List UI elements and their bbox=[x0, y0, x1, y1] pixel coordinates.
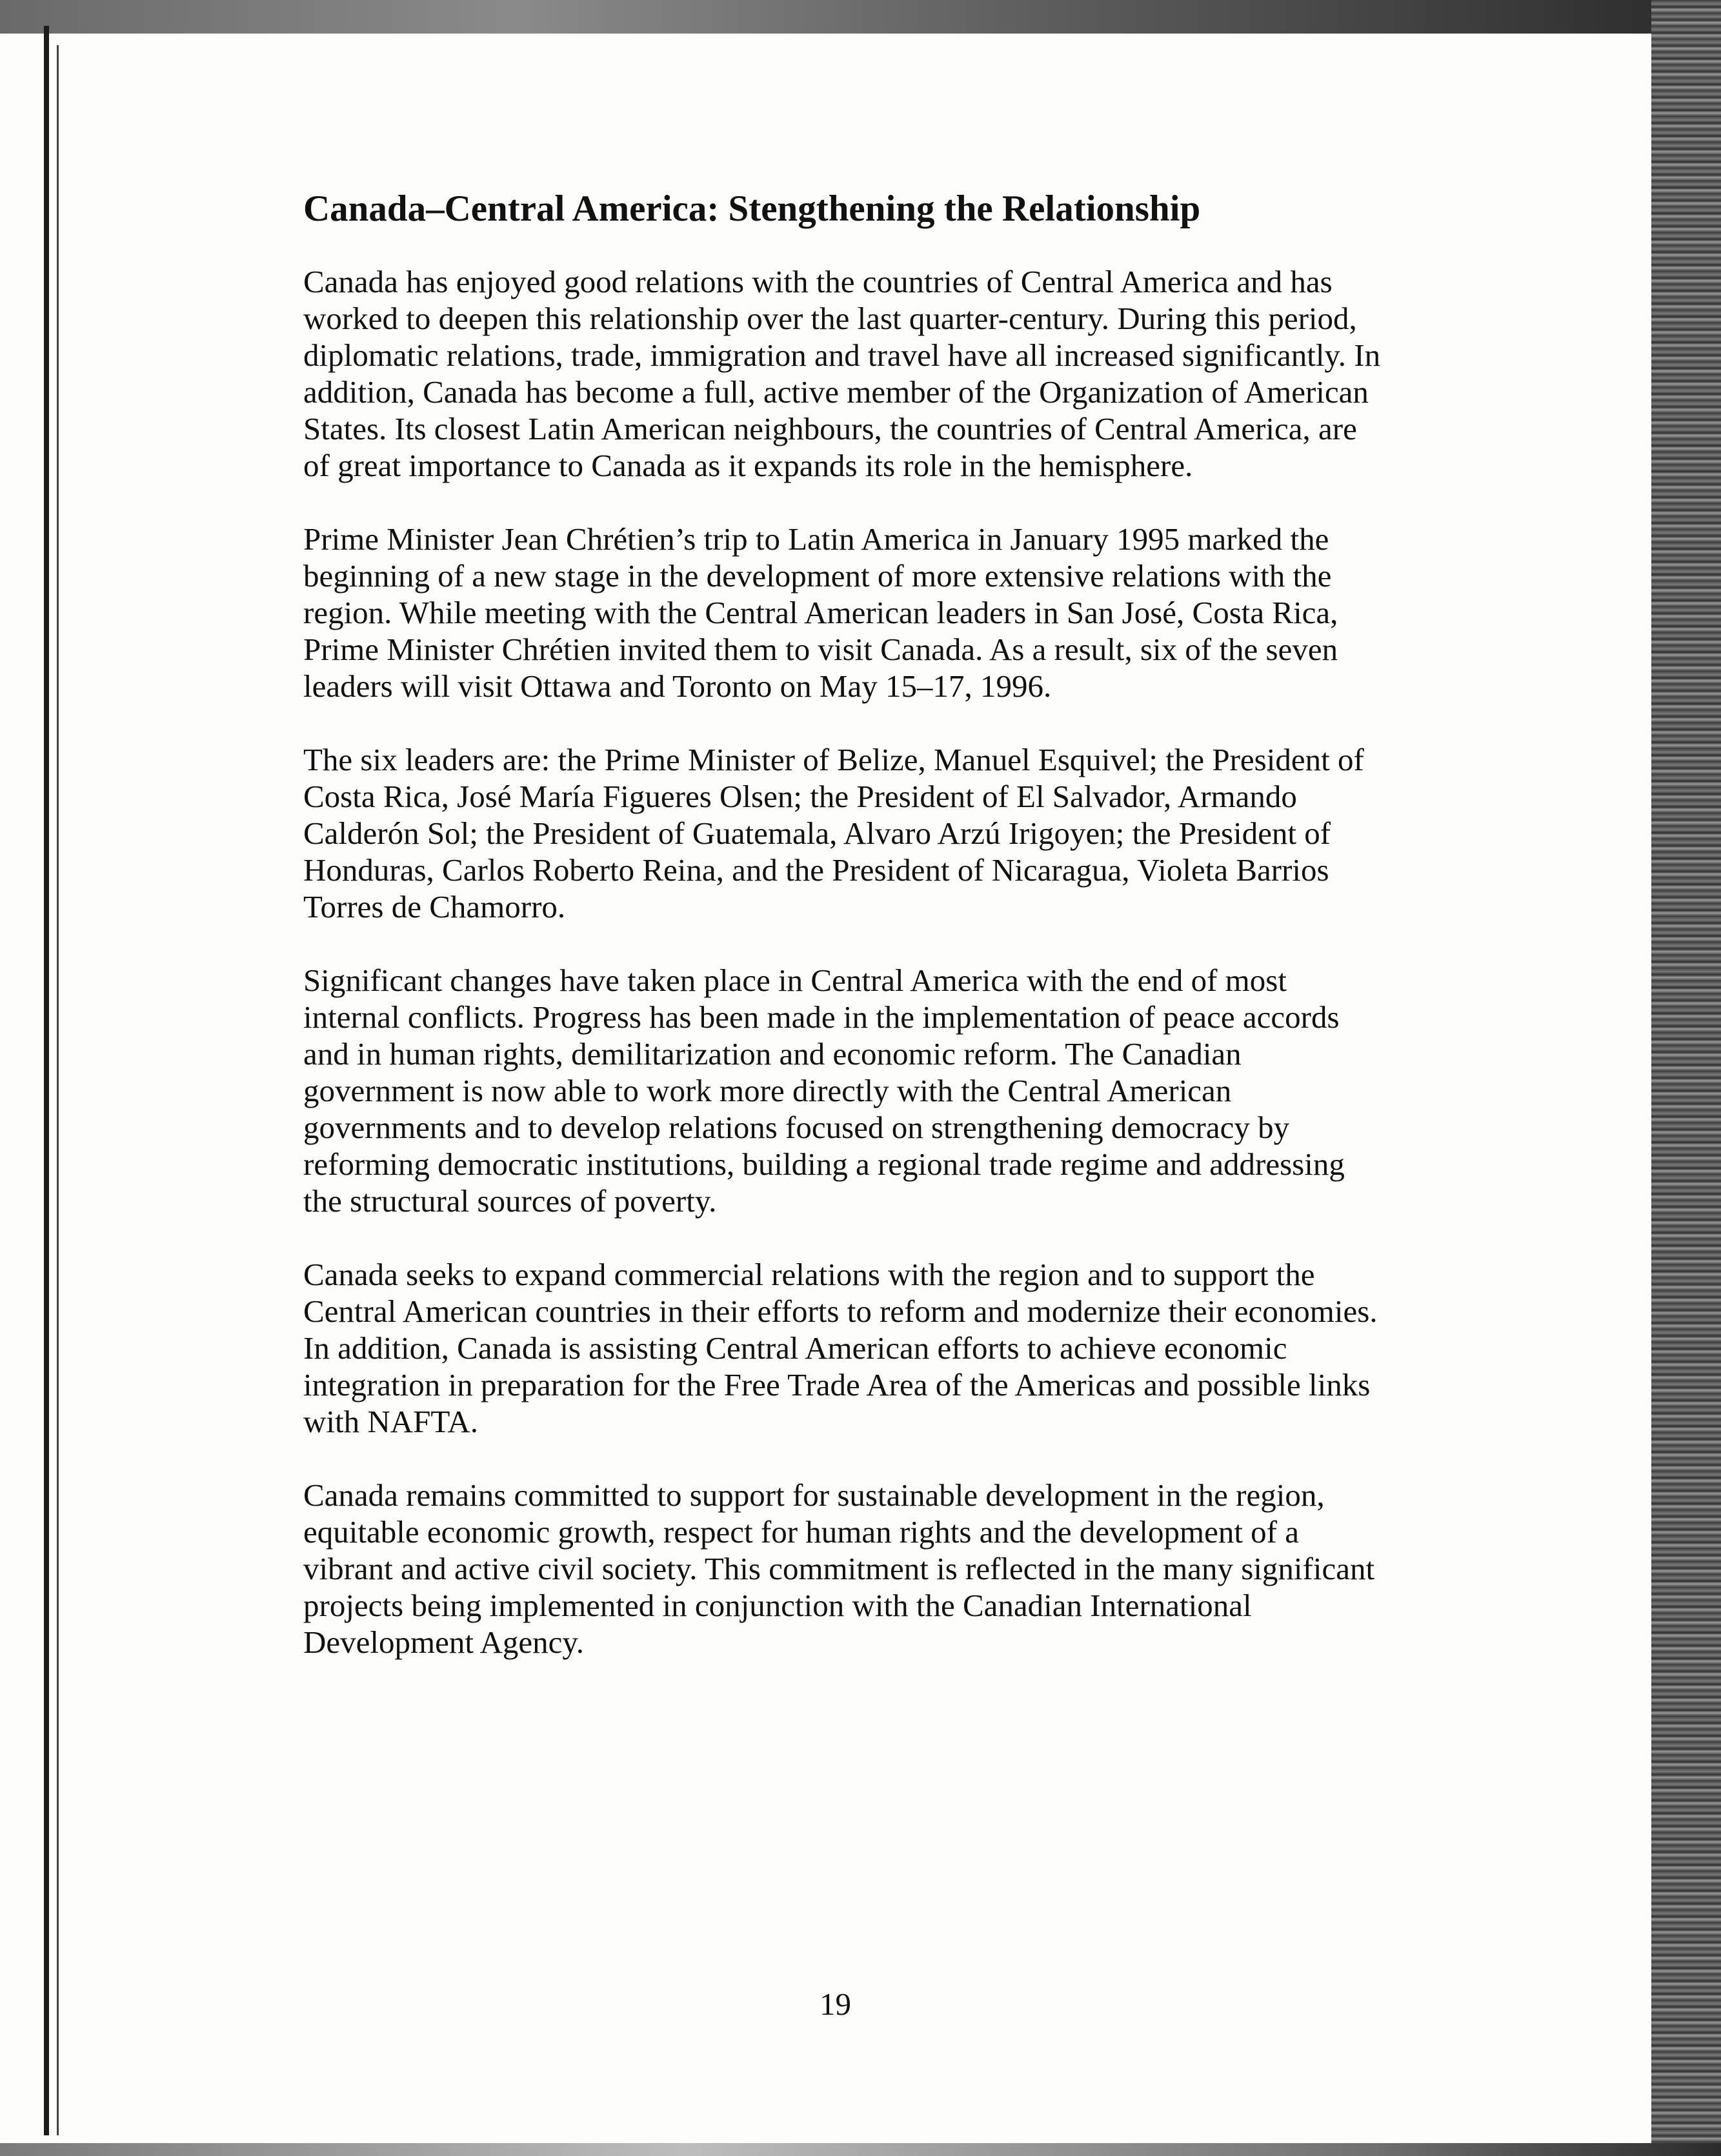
paragraph-prime-minister-trip: Prime Minister Jean Chrétien’s trip to Latin America in January 1995 marked the beginning of a new stage in the development of more extensive relations with the region. While meeting with the Central American leaders in San José, Costa Rica, Prime Minister Chrétien invited them to visit Canada. As a result, six of the seven leaders will visit Ottawa and Toronto on May 15–17, 1996. bbox=[303, 521, 1338, 704]
paragraph-sustainable-development: Canada remains committed to support for sustainable development in the region, equitable economic growth, respect for human rights and the development of a vibrant and active civil society. This commitment is reflected in the many significant projects being implemented in conjunction with the Canadian International Development Agency. bbox=[303, 1477, 1375, 1661]
scan-border-top bbox=[0, 0, 1721, 34]
document-title: Canada–Central America: Stengthening the Relationship bbox=[303, 188, 1201, 229]
paragraph-significant-changes: Significant changes have taken place in Central America with the end of most internal conflicts. Progress has been made in the implementation of peace accords and in human rights, demilitarization and economic reform. The Canadian government is now able to work more directly with the Central American governments and to develop relations focused on strengthening democracy by reforming democratic institutions, building a regional trade regime and addressing the structural sources of poverty. bbox=[303, 963, 1345, 1219]
document-body bbox=[303, 187, 1387, 1697]
paragraph-intro: Canada has enjoyed good relations with the countries of Central America and has worked to deepen this relationship over the last quarter-century. During this period, diplomatic relations, trade, immigration and travel have all increased significantly. In addition, Canada has become a full, active member of the Organization of American States. Its closest Latin American neighbours, the countries of Central America, are of great importance to Canada as it expands its role in the hemisphere. bbox=[303, 264, 1381, 484]
page-number: 19 bbox=[820, 1986, 851, 2022]
paragraph-six-leaders: The six leaders are: the Prime Minister of Belize, Manuel Esquivel; the President of Costa Rica, José María Figueres Olsen; the President of El Salvador, Armando Calderón Sol; the President of Guatemala, Alvaro Arzú Irigoyen; the President of Honduras, Carlos Roberto Reina, and the President of Nicaragua, Violeta Barrios Torres de Chamorro. bbox=[303, 742, 1364, 925]
scan-border-right bbox=[1651, 0, 1721, 2156]
scan-binding-line bbox=[44, 26, 49, 2135]
scan-border-bottom bbox=[0, 2143, 1721, 2156]
scan-binding-line-thin bbox=[57, 45, 59, 2135]
paragraph-commercial-relations: Canada seeks to expand commercial relations with the region and to support the Central American countries in their efforts to reform and modernize their economies. In addition, Canada is assisting Central American efforts to achieve economic integration in preparation for the Free Trade Area of the Americas and possible links with NAFTA. bbox=[303, 1257, 1378, 1440]
